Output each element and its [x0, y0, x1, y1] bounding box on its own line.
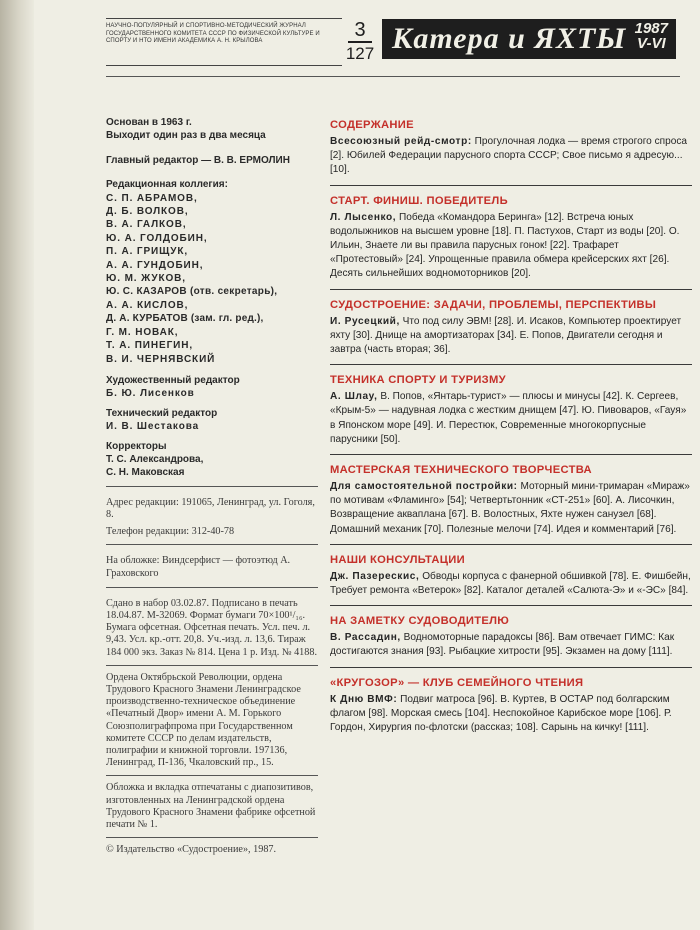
section-lead: Дж. Пазерескис, [330, 570, 420, 582]
section-text: В. Попов, «Янтарь-турист» — плюсы и минусы [42]. К. Сергеев, «Крым-5» — надувная лодка с жестким днищем [47]. Ю. Пивоваров, «Гауя» в Японском море [49]. И. Перестюк, Современные многокорпусные парусники [50]. [330, 391, 687, 445]
section-body [330, 390, 692, 447]
section-body [330, 570, 692, 598]
editorial-address: Адрес редакции: 191065, Ленинград, ул. Гоголя, 8. [106, 496, 315, 520]
contents-section [330, 298, 692, 358]
issue-year: 1987 [634, 20, 668, 37]
board-member: Г. М. НОВАК, [106, 326, 179, 338]
issue-total: 127 [345, 44, 375, 63]
magazine-title: Катера и ЯХТЫ [392, 22, 627, 55]
printer-info: Ордена Октябрьской Революции, ордена Трудового Красного Знамени Ленинградское производственно-техническое объединение «Печатный Двор» имени А. М. Горького Союзполиграфпрома при Государственном комитете СССР по делам издательств, полиграфии и книжной торговли. 197136, Ленинград, П-136, Чкаловский пр., 15. [106, 671, 301, 769]
proofreader: С. Н. Маковская [106, 467, 185, 479]
board-member: Д. Б. ВОЛКОВ, [106, 206, 189, 218]
section-text: Моторный мини-тримаран «Мираж» по мотивам «Фламинго» [54]; Четвертьтонник «СТ-251» [60]. А. Лисочкин, Возвращение акваплана [67]. В. Волостных, Яхте нужен санузел [68]. Домашний механик [70]. Полезные мелочи [74]. Идея и комментарий [76]. [330, 481, 690, 535]
issue-months: V-VI [637, 35, 666, 52]
section-divider [330, 544, 692, 545]
copyright: © Издательство «Судостроение», 1987. [106, 844, 277, 856]
board-member: Т. А. ПИНЕГИН, [106, 340, 194, 352]
section-heading: МАСТЕРСКАЯ ТЕХНИЧЕСКОГО ТВОРЧЕСТВА [330, 464, 592, 477]
contents-section [330, 194, 692, 282]
editorial-board-title: Редакционная коллегия: [106, 179, 228, 191]
contents-column [330, 118, 692, 735]
contents-section [330, 676, 692, 736]
section-text: Что под силу ЭВМ! [28]. И. Исаков, Компьютер проектирует яхту [30]. Днище на амортизаторах [34]. Е. Попов, Двигатели сегодня и завтра (часть вторая; 36]. [330, 315, 682, 356]
board-member: С. П. АБРАМОВ, [106, 192, 198, 204]
cover-credit: На обложке: Виндсерфист — фотоэтюд А. Граховского [106, 555, 291, 579]
board-member: Д. А. КУРБАТОВ (зам. гл. ред.), [106, 313, 264, 325]
section-heading: СУДОСТРОЕНИЕ: ЗАДАЧИ, ПРОБЛЕМЫ, ПЕРСПЕКТИВЫ [330, 298, 657, 311]
board-member: В. И. ЧЕРНЯВСКИЙ [106, 353, 216, 365]
board-member: А. А. КИСЛОВ, [106, 299, 189, 311]
board-member: Ю. А. ГОЛДОБИН, [106, 232, 208, 244]
board-member: П. А. ГРИЩУК, [106, 246, 189, 258]
tech-editor-name: И. В. Шестакова [106, 421, 200, 433]
section-lead: Л. Лысенко, [330, 211, 397, 223]
section-body [330, 211, 692, 282]
magazine-page [34, 0, 700, 930]
section-divider [330, 364, 692, 365]
section-text: Водномоторные парадоксы [86]. Вам отвечает ГИМС: Как достигаются знания [93]. Рыбацкие хитрости [95]. Экзамен на дому [111]. [330, 632, 675, 658]
board-member: Ю. М. ЖУКОВ, [106, 273, 186, 285]
section-heading: ТЕХНИКА СПОРТУ И ТУРИЗМУ [330, 374, 506, 387]
issue-number-block [340, 17, 380, 65]
issue-number: 3 [348, 19, 372, 43]
section-lead: И. Русецкий, [330, 315, 400, 327]
art-editor-name: Б. Ю. Лисенков [106, 388, 195, 400]
section-body [330, 480, 692, 537]
colophon-column [106, 116, 318, 856]
section-divider [330, 454, 692, 455]
contents-section [330, 614, 692, 659]
section-heading: СТАРТ. ФИНИШ. ПОБЕДИТЕЛЬ [330, 194, 508, 207]
section-lead: Всесоюзный рейд-смотр: [330, 136, 472, 147]
contents-section [330, 553, 692, 598]
page-spine-shadow [0, 0, 34, 930]
masthead-divider [106, 76, 680, 77]
magazine-logo [382, 19, 676, 59]
proofreader: Т. С. Александрова, [106, 453, 204, 465]
section-heading: НАШИ КОНСУЛЬТАЦИИ [330, 553, 465, 566]
section-divider [330, 185, 692, 186]
contents-section [330, 463, 692, 537]
section-heading: «КРУГОЗОР» — КЛУБ СЕМЕЙНОГО ЧТЕНИЯ [330, 676, 584, 689]
frequency-line: Выходит один раз в два месяца [106, 130, 266, 142]
print-details: Сдано в набор 03.02.87. Подписано в печать 18.04.87. М-32069. Формат бумаги 70×100¹/₁₆. Бумага офсетная. Офсетная печать. Усл. печ. л. 9,43. Усл. кр.-отт. 20,8. Уч.-изд. л. 13,6. Тираж 184 000 экз. Заказ № 814. Цена 1 р. Изд. № 4188. [106, 597, 318, 658]
issue-date [635, 21, 668, 51]
publisher-blurb: НАУЧНО-ПОПУЛЯРНЫЙ И СПОРТИВНО-МЕТОДИЧЕСКИЙ ЖУРНАЛ ГОСУДАРСТВЕННОГО КОМИТЕТА СССР ПО ФИЗИЧЕСКОЙ КУЛЬТУРЕ И СПОРТУ И НТО ИМЕНИ АКАДЕМИКА А. Н. КРЫЛОВА [106, 18, 342, 66]
proofreaders-title: Корректоры [106, 440, 167, 452]
section-text: Победа «Командора Беринга» [12]. Встреча юных водолыжников на высшем уровне [18]. П. Пастухов, Старт из воды [20]. О. Ильин, Знаете ли вы правила парусных гонок! [22]. Трафарет «Протестовый» [24]. Упрощенные правила обмера крейсерских яхт [26]. Десять сильнейших водномоторников [20]. [330, 211, 680, 280]
section-heading: СОДЕРЖАНИЕ [330, 119, 414, 131]
section-text: Подвиг матроса [96]. В. Куртев, В ОСТАР под болгарским флагом [98]. Морская смесь [104]. Неспокойное Карибское море [106]. Р. Гордон, Хирургия по-флотски (рассказ; 108]. Сарынь на кичку! [111]. [330, 693, 672, 734]
chief-editor: Главный редактор — В. В. ЕРМОЛИН [106, 154, 290, 166]
section-text: Обводы корпуса с фанерной обшивкой [78]. Е. Фишбейн, Требует ремонта «Ветерок» [82]. Каталог деталей «Салюта-Э» и «-ЭС» [84]. [330, 570, 691, 597]
editorial-phone: Телефон редакции: 312-40-78 [106, 526, 235, 538]
board-member: А. А. ГУНДОБИН, [106, 259, 204, 271]
art-editor-title: Художественный редактор [106, 374, 240, 386]
section-divider [330, 289, 692, 290]
section-divider [330, 605, 692, 606]
section-lead: А. Шлау, [330, 391, 378, 403]
section-text: Прогулочная лодка — время строгого спроса [2]. Юбилей Федерации парусного спорта СССР; Свое письмо я адресую... [10]. [330, 136, 688, 176]
section-body [330, 315, 692, 358]
section-heading: НА ЗАМЕТКУ СУДОВОДИТЕЛЮ [330, 615, 510, 628]
section-lead: В. Рассадин, [330, 632, 401, 644]
board-member: В. А. ГАЛКОВ, [106, 219, 187, 231]
section-body [330, 693, 692, 736]
tech-editor-title: Технический редактор [106, 407, 218, 419]
section-body [330, 631, 692, 659]
cover-print-info: Обложка и вкладка отпечатаны с диапозитивов, изготовленных на Ленинградской ордена Трудового Красного Знамени фабрике офсетной печати № 1. [106, 782, 316, 831]
contents-section [330, 118, 692, 178]
section-body [330, 135, 692, 178]
contents-section [330, 373, 692, 447]
board-member: Ю. С. КАЗАРОВ (отв. секретарь), [106, 286, 278, 298]
section-lead: Для самостоятельной постройки: [330, 481, 518, 493]
section-divider [330, 667, 692, 668]
section-lead: К Дню ВМФ: [330, 693, 398, 705]
founded-line: Основан в 1963 г. [106, 117, 192, 128]
